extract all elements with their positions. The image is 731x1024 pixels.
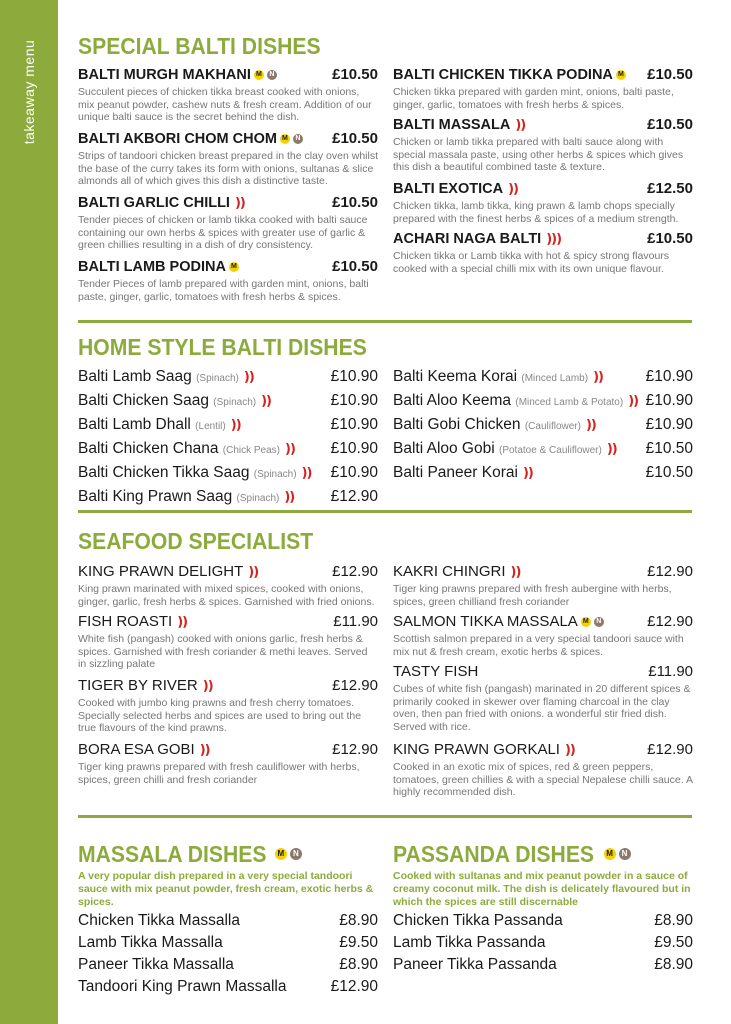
passanda-intro: Cooked with sultanas and mix peanut powder in a sauce of creamy coconut milk. The dish is delicately flavoured but in which the spices are still discernable	[393, 870, 691, 908]
item-name: BALTI EXOTICA	[393, 181, 504, 197]
chili-icon: ))	[234, 196, 245, 211]
menu-item	[78, 741, 378, 786]
item-name: Lamb Tikka Massalla	[78, 934, 223, 951]
mild-badge-icon: M	[616, 70, 626, 80]
item-name: Balti Chicken Tikka Saag	[78, 464, 250, 481]
item-description: Succulent pieces of chicken tikka breast cooked with onions, mix peanut powder, cashew nuts & fresh cream. Addition of our unique balti sauce is the secret behind the dish.	[78, 86, 372, 123]
item-price: £10.90	[330, 416, 378, 433]
item-price: £12.90	[330, 978, 378, 995]
item-name: Balti Keema Korai	[393, 368, 518, 385]
item-description: Cubes of white fish (pangash) marinated in 20 different spices & primarily cooked in skewer over flaming charcoal in the clay oven, then pan fried with onions. a wonderful stir fried dish. Served with rice.	[393, 683, 691, 733]
nut-badge-icon: N	[293, 134, 303, 144]
section-divider	[78, 320, 692, 323]
menu-item	[393, 66, 693, 116]
mild-badge-icon: M	[604, 848, 616, 860]
item-price: £12.90	[647, 613, 693, 630]
chili-icon: ))	[199, 743, 210, 758]
special-title: SPECIAL BALTI DISHES	[78, 33, 321, 59]
chili-icon: ))	[522, 466, 533, 481]
item-price: £10.90	[330, 368, 378, 385]
item-price: £8.90	[654, 912, 693, 929]
item-name: Chicken Tikka Passanda	[393, 912, 563, 929]
item-note: (Minced Lamb & Potato)	[515, 397, 624, 408]
menu-item	[393, 390, 693, 414]
item-note: (Spinach)	[213, 397, 257, 408]
chili-icon: ))	[606, 442, 617, 457]
item-note: (Minced Lamb)	[521, 373, 589, 384]
item-description: Scottish salmon prepared in a very special tandoori sauce with mix nut & fresh cream, exotic herbs & spices.	[393, 633, 684, 658]
menu-item	[78, 910, 378, 932]
seafood-left-column	[78, 563, 378, 786]
section-divider	[78, 510, 692, 513]
chili-icon: ))	[285, 442, 295, 457]
item-note: (Spinach)	[196, 373, 239, 384]
item-name: BORA ESA GOBI	[78, 741, 195, 758]
mild-badge-icon: M	[229, 262, 239, 272]
item-note: (Spinach)	[236, 493, 280, 504]
item-description: Chicken tikka prepared with garden mint, onions, balti paste, ginger, garlic, tomatoes with fresh herbs & spices.	[393, 86, 674, 111]
menu-item	[78, 258, 378, 303]
item-price: £10.50	[647, 66, 693, 83]
home-title: HOME STYLE BALTI DISHES	[78, 334, 367, 360]
menu-item	[393, 462, 693, 485]
chili-icon: ))	[243, 370, 254, 385]
item-name: Balti Gobi Chicken	[393, 416, 521, 433]
item-name: BALTI GARLIC CHILLI	[78, 195, 230, 211]
massala-title: MASSALA DISHES	[78, 841, 267, 867]
item-name: Balti Lamb Saag	[78, 368, 192, 385]
chili-icon: ))	[284, 490, 295, 505]
chili-icon: ))	[248, 565, 259, 580]
section-divider	[78, 815, 692, 818]
item-price: £12.90	[330, 488, 378, 505]
item-price: £10.90	[645, 392, 693, 409]
menu-item	[78, 954, 378, 976]
item-price: £10.50	[332, 258, 378, 275]
chili-icon: ))	[177, 615, 188, 630]
item-description: Strips of tandoori chicken breast prepared in the clay oven whilst the base of the curry takes its form with onions, sultanas & slice almonds all of which gives this dish a distinctive taste.	[78, 150, 378, 187]
mild-badge-icon: M	[581, 617, 591, 627]
item-price: £10.50	[645, 440, 693, 457]
menu-item	[78, 932, 378, 954]
special-left-column	[78, 66, 378, 303]
menu-item	[78, 390, 378, 414]
item-name: BALTI MASSALA	[393, 117, 511, 133]
item-price: £10.90	[330, 464, 378, 481]
item-name: TIGER BY RIVER	[78, 677, 198, 694]
item-price: £12.90	[647, 563, 693, 580]
item-name: Balti Aloo Keema	[393, 392, 512, 409]
item-name: Chicken Tikka Massalla	[78, 912, 240, 929]
menu-item	[393, 613, 693, 663]
item-price: £10.50	[332, 194, 378, 211]
item-name: Balti Chicken Saag	[78, 392, 209, 409]
passanda-section	[393, 840, 693, 976]
chili-icon: ))	[585, 418, 596, 433]
nut-badge-icon: N	[267, 70, 277, 80]
item-description: Chicken or lamb tikka prepared with balti sauce along with special massala paste, using other herbs & spices which gives this dish a beautiful combined taste & texture.	[393, 136, 684, 173]
item-name: Balti Aloo Gobi	[393, 440, 495, 457]
item-note: (Chick Peas)	[222, 445, 281, 456]
item-description: King prawn marinated with mixed spices, cooked with onions, ginger, garlic, fresh herbs & spices. Garnished with fried onions.	[78, 583, 375, 608]
item-price: £10.50	[647, 230, 693, 247]
item-name: Balti Paneer Korai	[393, 464, 518, 481]
item-price: £8.90	[654, 956, 693, 973]
menu-item	[78, 613, 378, 677]
chili-icon: ))	[593, 370, 603, 385]
item-description: Tiger king prawns prepared with fresh cauliflower with herbs, spices, green chilli and fresh coriander	[78, 761, 360, 786]
menu-item	[393, 663, 693, 741]
menu-item	[78, 130, 378, 194]
home-right-column	[393, 366, 693, 485]
chili-icon: ))	[628, 394, 639, 409]
item-price: £10.50	[332, 66, 378, 83]
item-name: Balti Chicken Chana	[78, 440, 219, 457]
item-price: £9.50	[339, 934, 378, 951]
item-note: (Potatoe & Cauliflower)	[499, 445, 602, 456]
menu-item	[78, 976, 378, 998]
menu-item	[78, 194, 378, 258]
massala-intro: A very popular dish prepared in a very special tandoori sauce with mix peanut powder, fresh cream, exotic herbs & spices.	[78, 870, 374, 908]
seafood-right-column	[393, 563, 693, 799]
item-description: Tender pieces of chicken or lamb tikka cooked with balti sauce containing our own herbs & spices with greater use of garlic & green chillies resulting in a dish of dry consistency.	[78, 214, 368, 251]
menu-item	[78, 677, 378, 741]
nut-badge-icon: N	[619, 848, 631, 860]
chili-icon: ))	[508, 182, 518, 197]
menu-item	[393, 954, 693, 976]
item-price: £12.90	[332, 741, 378, 758]
item-note: (Spinach)	[253, 469, 297, 480]
chili-icon: ))	[261, 394, 271, 409]
item-price: £12.50	[647, 180, 693, 197]
side-label: takeaway menu	[21, 39, 37, 145]
item-name: Tandoori King Prawn Massalla	[78, 978, 287, 995]
item-price: £10.90	[330, 392, 378, 409]
item-name: BALTI MURGH MAKHANI	[78, 67, 251, 83]
chili-icon: )))	[546, 232, 562, 247]
menu-item	[78, 486, 378, 510]
item-price: £12.90	[332, 677, 378, 694]
chili-icon: ))	[230, 418, 241, 433]
menu-item	[393, 438, 693, 462]
item-price: £11.90	[333, 613, 378, 630]
item-name: Balti King Prawn Saag	[78, 488, 233, 505]
mild-badge-icon: M	[275, 848, 287, 860]
passanda-title: PASSANDA DISHES	[393, 841, 595, 867]
item-description: Chicken tikka or Lamb tikka with hot & spicy strong flavours cooked with a special chilli mix with its own unique flavour.	[393, 250, 670, 275]
nut-badge-icon: N	[594, 617, 604, 627]
menu-item	[393, 741, 693, 799]
massala-section	[78, 840, 378, 998]
item-price: £10.90	[330, 440, 378, 457]
menu-item	[393, 932, 693, 954]
item-note: (Lentil)	[195, 421, 226, 432]
chili-icon: ))	[202, 679, 213, 694]
item-name: Paneer Tikka Passanda	[393, 956, 557, 973]
item-name: KING PRAWN GORKALI	[393, 741, 560, 758]
seafood-title: SEAFOOD SPECIALIST	[78, 528, 314, 554]
item-name: KING PRAWN DELIGHT	[78, 563, 244, 580]
menu-item	[78, 366, 378, 390]
nut-badge-icon: N	[290, 848, 302, 860]
chili-icon: ))	[515, 118, 526, 133]
mild-badge-icon: M	[280, 134, 290, 144]
item-price: £9.50	[654, 934, 693, 951]
item-name: Paneer Tikka Massalla	[78, 956, 234, 973]
chili-icon: ))	[564, 743, 575, 758]
side-band	[0, 0, 58, 1024]
menu-item	[393, 414, 693, 438]
item-name: BALTI CHICKEN TIKKA PODINA	[393, 67, 613, 83]
chili-icon: ))	[510, 565, 521, 580]
mild-badge-icon: M	[254, 70, 264, 80]
menu-item	[78, 66, 378, 130]
item-description: Tiger king prawns prepared with fresh aubergine with herbs, spices, green chilliand fresh coriander	[393, 583, 672, 608]
item-price: £10.50	[647, 116, 693, 133]
item-name: TASTY FISH	[393, 663, 479, 680]
item-price: £12.90	[647, 741, 693, 758]
menu-item	[393, 116, 693, 180]
item-price: £10.90	[645, 416, 693, 433]
item-price: £8.90	[339, 912, 378, 929]
item-price: £10.90	[645, 368, 693, 385]
item-price: £12.90	[332, 563, 378, 580]
menu-item	[78, 438, 378, 462]
item-price: £8.90	[339, 956, 378, 973]
item-name: FISH ROASTI	[78, 613, 173, 630]
chili-icon: ))	[301, 466, 312, 481]
menu-item	[78, 563, 378, 613]
item-description: White fish (pangash) cooked with onions garlic, fresh herbs & spices. Garnished with fresh coriander & methi leaves. Served in sizzling palate	[78, 633, 368, 670]
item-note: (Cauliflower)	[524, 421, 581, 432]
item-name: Lamb Tikka Passanda	[393, 934, 546, 951]
menu-item	[393, 910, 693, 932]
home-left-column	[78, 366, 378, 510]
item-price: £10.50	[332, 130, 378, 147]
menu-item	[393, 366, 693, 390]
menu-item	[393, 563, 693, 613]
item-description: Tender Pieces of lamb prepared with garden mint, onions, balti paste, ginger, garlic, tomatoes with fresh herbs & spices.	[78, 278, 369, 303]
menu-item	[393, 230, 693, 275]
item-name: ACHARI NAGA BALTI	[393, 231, 542, 247]
item-name: SALMON TIKKA MASSALA	[393, 613, 578, 630]
menu-item	[78, 462, 378, 486]
item-name: KAKRI CHINGRI	[393, 563, 506, 580]
menu-item	[78, 414, 378, 438]
menu-item	[393, 180, 693, 230]
item-price: £11.90	[648, 663, 693, 680]
special-right-column	[393, 66, 693, 275]
item-name: BALTI LAMB PODINA	[78, 259, 226, 275]
item-description: Chicken tikka, lamb tikka, king prawn & lamb chops specially prepared with the finest herbs & spices of a medium strength.	[393, 200, 679, 225]
item-description: Cooked in an exotic mix of spices, red & green peppers, tomatoes, green chillies & with a special Nepalese chilli sauce. A highly recommended dish.	[393, 761, 693, 798]
item-price: £10.50	[645, 464, 693, 481]
item-name: Balti Lamb Dhall	[78, 416, 191, 433]
item-description: Cooked with jumbo king prawns and fresh cherry tomatoes. Specially selected herbs and spices are used to bring out the true flavours of the kind prawns.	[78, 697, 362, 734]
item-name: BALTI AKBORI CHOM CHOM	[78, 131, 277, 147]
